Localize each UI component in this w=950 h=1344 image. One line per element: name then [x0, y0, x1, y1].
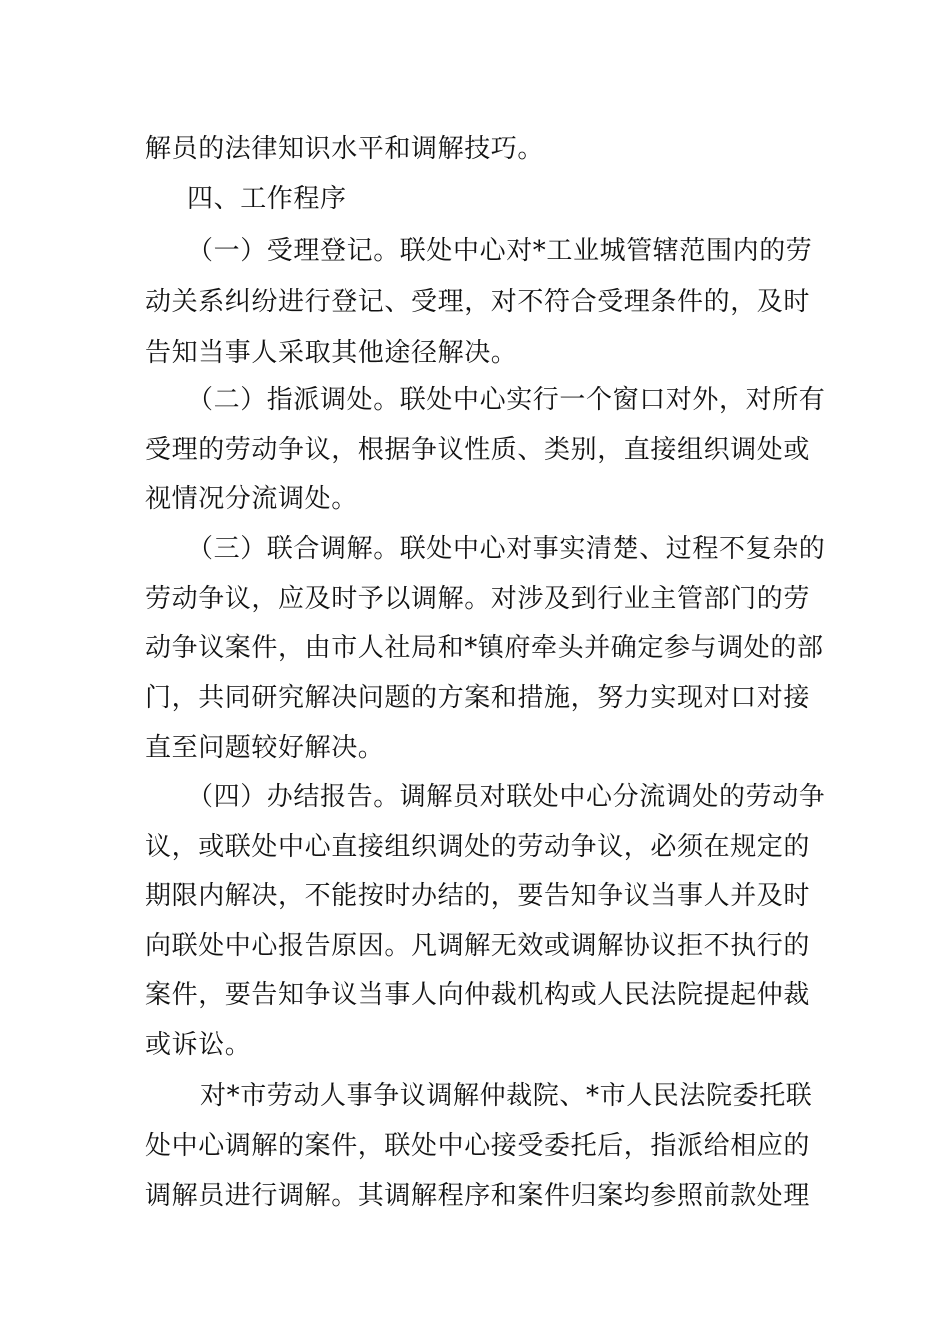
text-line: 议，或联处中心直接组织调处的劳动争议，必须在规定的: [145, 832, 811, 862]
text-line: （一）受理登记。联处中心对*工业城管辖范围内的劳: [187, 236, 813, 266]
text-line: 对*市劳动人事争议调解仲裁院、*市人民法院委托联: [200, 1081, 813, 1111]
text-line: 门，共同研究解决问题的方案和措施，努力实现对口对接: [145, 683, 811, 713]
text-line: 动争议案件，由市人社局和*镇府牵头并确定参与调处的部: [145, 633, 824, 663]
text-line: 解员的法律知识水平和调解技巧。: [145, 134, 545, 164]
text-line: （三）联合调解。联处中心对事实清楚、过程不复杂的: [187, 534, 826, 564]
text-line: （四）办结报告。调解员对联处中心分流调处的劳动争: [187, 782, 826, 812]
text-line: 向联处中心报告原因。凡调解无效或调解协议拒不执行的: [145, 931, 811, 961]
text-line: 或诉讼。: [145, 1030, 252, 1060]
section-heading: 四、工作程序: [187, 184, 347, 214]
text-line: 视情况分流调处。: [145, 484, 358, 514]
text-line: 动关系纠纷进行登记、受理，对不符合受理条件的，及时: [145, 287, 811, 317]
text-line: 案件，要告知争议当事人向仲裁机构或人民法院提起仲裁: [145, 980, 811, 1010]
text-line: 调解员进行调解。其调解程序和案件归案均参照前款处理: [145, 1181, 811, 1211]
text-line: 告知当事人采取其他途径解决。: [145, 338, 518, 368]
text-line: 直至问题较好解决。: [145, 733, 385, 763]
text-line: 处中心调解的案件，联处中心接受委托后，指派给相应的: [145, 1131, 811, 1161]
text-line: 劳动争议，应及时予以调解。对涉及到行业主管部门的劳: [145, 584, 811, 614]
text-line: （二）指派调处。联处中心实行一个窗口对外，对所有: [187, 385, 826, 415]
text-line: 受理的劳动争议，根据争议性质、类别，直接组织调处或: [145, 435, 811, 465]
text-line: 期限内解决，不能按时办结的，要告知争议当事人并及时: [145, 881, 811, 911]
